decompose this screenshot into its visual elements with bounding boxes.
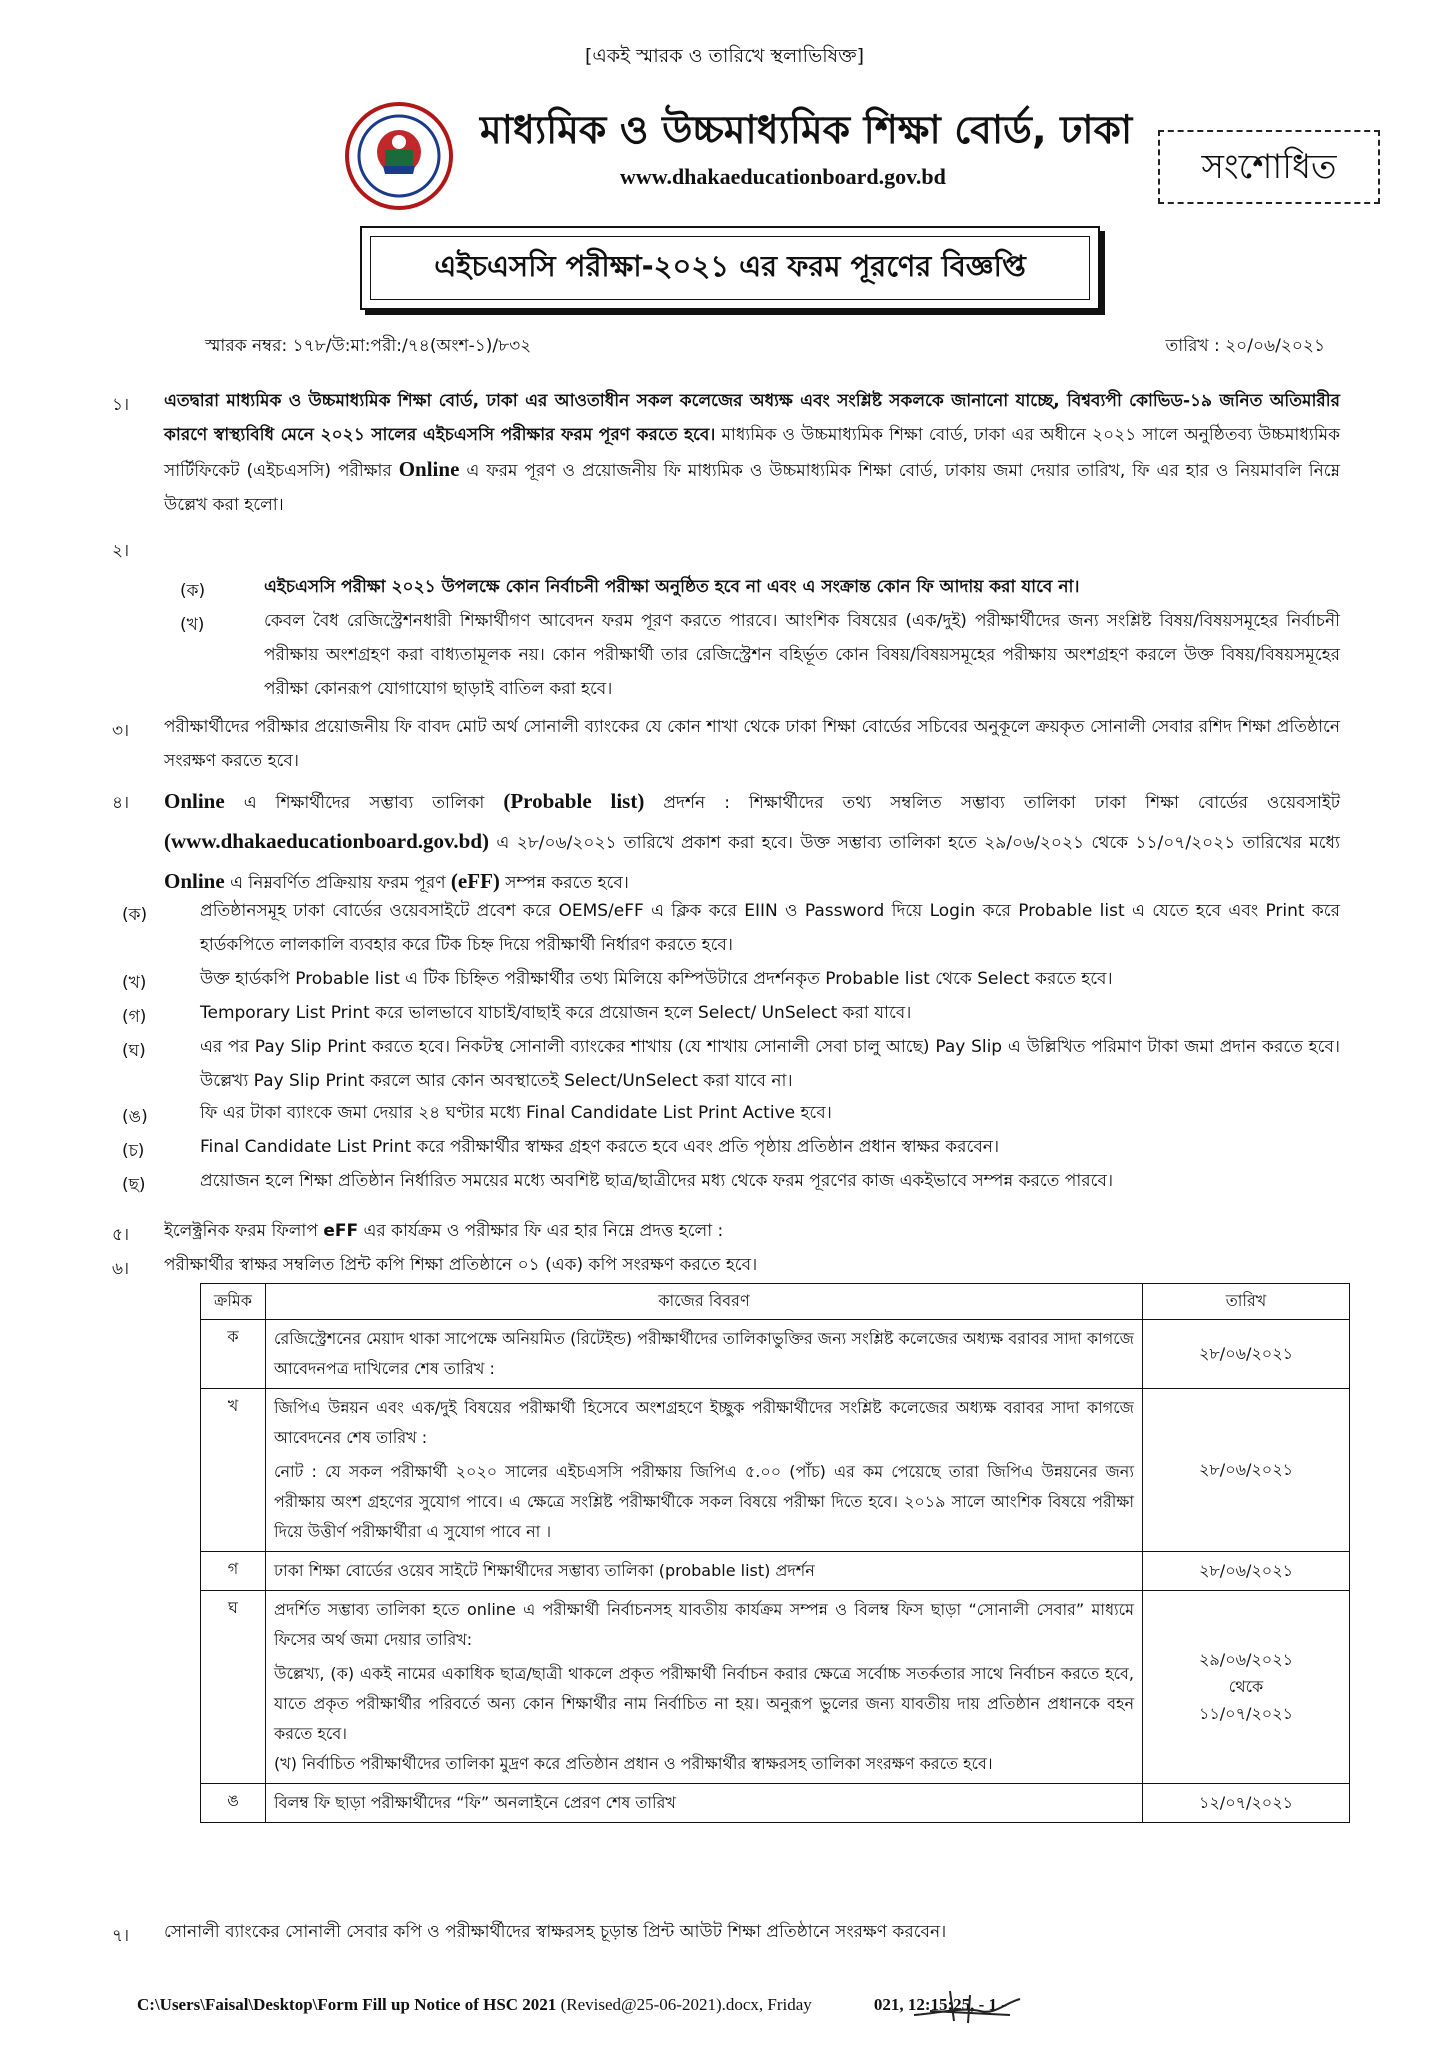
schedule-table [200, 1283, 1350, 1823]
row-date [1143, 1389, 1350, 1552]
row-description [266, 1552, 1143, 1591]
row-date [1143, 1320, 1350, 1389]
section-7-number: ৭। [112, 1926, 130, 1946]
s4-online-2: Online [164, 869, 225, 893]
table-row [201, 1389, 1350, 1552]
section-7-text: সোনালী ব্যাংকের সোনালী সেবার কপি ও পরীক্ষার্থীদের স্বাক্ষরসহ চূড়ান্ত প্রিন্ট আউট শিক্ষা প্রতিষ্ঠানে সংরক্ষণ করবেন। [164, 1922, 947, 1942]
row-description-text: বিলম্ব ফি ছাড়া পরীক্ষার্থীদের “ফি” অনলাইনে প্রেরণ শেষ তারিখ [274, 1793, 676, 1812]
row-description [266, 1320, 1143, 1389]
s4-online-1: Online [164, 789, 225, 813]
row-note: নোট : যে সকল পরীক্ষার্থী ২০২০ সালের এইচএসসি পরীক্ষায় জিপিএ ৫.০০ (পাঁচ) এর কম পেয়েছে তারা জিপিএ উন্নয়নের জন্য পরীক্ষায় অংশ গ্রহণের সুযোগ পাবে। এ ক্ষেত্রে সংশ্লিষ্ট পরীক্ষার্থীকে সকল বিষয়ে পরীক্ষা দিতে হবে। ২০১৯ সালে আংশিক বিষয়ে পরীক্ষা দিয়ে উত্তীর্ণ পরীক্ষার্থীরা এ সুযোগ পাবে না । [274, 1462, 1134, 1541]
col-desc-header: কাজের বিবরণ [266, 1284, 1143, 1320]
row-serial: ঘ [201, 1591, 266, 1784]
table-row [201, 1320, 1350, 1389]
s5-a: ইলেক্ট্রনিক ফরম ফিলাপ [164, 1221, 324, 1241]
row-date-text: ২৮/০৬/২০২১ [1199, 1459, 1293, 1479]
notice-date: তারিখ : ২০/০৬/২০২১ [1165, 336, 1325, 356]
row-serial: ঙ [201, 1784, 266, 1823]
section-4-step-label: (ঘ) [122, 1041, 146, 1061]
section-5-text [164, 1214, 1340, 1248]
memo-number: স্মারক নম্বর: ১৭৮/উ:মা:পরী:/৭৪(অংশ-১)/৮৩২ [205, 336, 532, 356]
footer-path: C:\Users\Faisal\Desktop\Form Fill up Notice of HSC 2021 [137, 1995, 557, 2014]
signature-mark [910, 1985, 1040, 2025]
row-description [266, 1389, 1143, 1552]
table-row [201, 1552, 1350, 1591]
section-3-number: ৩। [112, 721, 130, 741]
board-seal-logo [343, 100, 455, 212]
s5-eff: eFF [323, 1221, 359, 1241]
table-row [201, 1591, 1350, 1784]
row-date-text: ১২/০৭/২০২১ [1199, 1792, 1293, 1812]
section-4-step-text: এর পর Pay Slip Print করতে হবে। নিকটস্থ সোনালী ব্যাংকের শাখায় (যে শাখায় সোনালী সেবা চালু আছে) Pay Slip এ উল্লিখিত পরিমাণ টাকা জমা প্রদান করতে হবে। উল্লেখ্য Pay Slip Print করলে আর কোন অবস্থাতেই Select/UnSelect করা যাবে না। [200, 1037, 1340, 1091]
row-date-text: ২৮/০৬/২০২১ [1199, 1343, 1293, 1363]
revised-stamp: সংশোধিত [1158, 130, 1380, 204]
row-description-text: জিপিএ উন্নয়ন এবং এক/দুই বিষয়ের পরীক্ষার্থী হিসেবে অংশগ্রহণে ইচ্ছুক পরীক্ষার্থীদের সংশ্লিষ্ট কলেজের অধ্যক্ষ বরাবর সাদা কাগজে আবেদনের শেষ তারিখ : [274, 1398, 1134, 1447]
section-1-text-b: এ ফরম পূরণ ও প্রয়োজনীয় ফি মাধ্যমিক ও উচ্চমাধ্যমিক শিক্ষা বোর্ড, ঢাকায় জমা দেয়ার তারিখ, ফি এর হার ও নিয়মাবলি নিম্নে উল্লেখ করা হলো। [164, 461, 1340, 515]
row-description-text: ঢাকা শিক্ষা বোর্ডের ওয়েব সাইটে শিক্ষার্থীদের সম্ভাব্য তালিকা (probable list) প্রদর্শন [274, 1561, 815, 1580]
section-2-item-a-text [264, 570, 1340, 604]
section-4-step-label: (ক) [122, 905, 148, 925]
section-4-step-text: প্রয়োজন হলে শিক্ষা প্রতিষ্ঠান নির্ধারিত সময়ের মধ্যে অবশিষ্ট ছাত্র/ছাত্রীদের মধ্য থেকে ফরম পূরণের কাজ একইভাবে সম্পন্ন করতে পারবে। [200, 1171, 1114, 1191]
section-6-text: পরীক্ষার্থীর স্বাক্ষর সম্বলিত প্রিন্ট কপি শিক্ষা প্রতিষ্ঠানে ০১ (এক) কপি সংরক্ষণ করতে হবে। [164, 1255, 758, 1275]
section-1-text-a: মাধ্যমিক ও উচ্চমাধ্যমিক শিক্ষা বোর্ড, ঢাকা এর অধীনে ২০২১ সালে অনুষ্ঠিতব্য উচ্চমাধ্যমিক সার্টিফিকেট (এইচএসসি) পরীক্ষার [164, 425, 1340, 481]
row-description [266, 1591, 1143, 1784]
s4-t2: এ শিক্ষার্থীদের সম্ভাব্য তালিকা [224, 793, 504, 813]
section-1-online: Online [398, 457, 460, 481]
section-4-step-text: প্রতিষ্ঠানসমূহ ঢাকা বোর্ডের ওয়েবসাইটে প্রবেশ করে OEMS/eFF এ ক্লিক করে EIIN ও Password দিয়ে Login করে Probable list এ যেতে হবে এবং Print করে হার্ডকপিতে লালকালি ব্যবহার করে টিক চিহ্ন দিয়ে পরীক্ষার্থী নির্ধারণ করতে হবে। [200, 901, 1340, 955]
section-3-text: পরীক্ষার্থীদের পরীক্ষার প্রয়োজনীয় ফি বাবদ মোট অর্থ সোনালী ব্যাংকের যে কোন শাখা থেকে ঢাকা শিক্ষা বোর্ডের সচিবের অনুকূলে ক্রয়কৃত সোনালী সেবার রশিদ শিক্ষা প্রতিষ্ঠানে সংরক্ষণ করতে হবে। [164, 717, 1340, 771]
row-date-text: ২৯/০৬/২০২১ [1199, 1649, 1293, 1669]
file-path-footer [137, 1995, 1007, 2015]
row-serial: গ [201, 1552, 266, 1591]
section-4-step-label: (গ) [122, 1007, 147, 1027]
notice-title: এইচএসসি পরীক্ষা-২০২১ এর ফরম পূরণের বিজ্ঞপ্তি [370, 236, 1090, 300]
section-2-number: ২। [112, 541, 130, 561]
section-2-item-b-text: কেবল বৈধ রেজিস্ট্রেশনধারী শিক্ষার্থীগণ আবেদন ফরম পূরণ করতে পারবে। আংশিক বিষয়ের (এক/দুই) পরীক্ষার্থীদের জন্য সংশ্লিষ্ট বিষয়/বিষয়সমূহের নির্বাচনী পরীক্ষায় অংশগ্রহণ করা বাধ্যতামূলক নয়। কোন পরীক্ষার্থী তার রেজিস্ট্রেশন বহির্ভূত কোন বিষয়/বিষয়সমূহের পরীক্ষায় অংশগ্রহণ করলে উক্ত বিষয়/বিষয়সমূহের পরীক্ষা কোনরূপ যোগাযোগ ছাড়াই বাতিল করা হবে। [264, 611, 1340, 699]
table-row [201, 1784, 1350, 1823]
row-date [1143, 1784, 1350, 1823]
row-description [266, 1784, 1143, 1823]
section-4-step-text: Temporary List Print করে ভালভাবে যাচাই/বাছাই করে প্রয়োজন হলে Select/ UnSelect করা যাবে। [200, 1003, 912, 1023]
section-4-step-label: (খ) [122, 973, 147, 993]
section-4-step-label: (চ) [122, 1141, 145, 1161]
section-1-number: ১। [112, 395, 130, 415]
top-note: [একই স্মারক ও তারিখে স্থলাভিষিক্ত] [584, 45, 865, 67]
row-description-text: প্রদর্শিত সম্ভাব্য তালিকা হতে online এ পরীক্ষার্থী নির্বাচনসহ যাবতীয় কার্যক্রম সম্পন্ন ও বিলম্ব ফিস ছাড়া “সোনালী সেবার” মাধ্যমে ফিসের অর্থ জমা দেয়ার তারিখ: [274, 1600, 1134, 1649]
row-date [1143, 1552, 1350, 1591]
board-name: মাধ্যমিক ও উচ্চমাধ্যমিক শিক্ষা বোর্ড, ঢাকা [480, 108, 1133, 153]
row-date [1143, 1591, 1350, 1784]
board-website: www.dhakaeducationboard.gov.bd [620, 164, 946, 189]
table-header-row [201, 1284, 1350, 1320]
footer-suffix: (Revised@25-06-2021).docx, Friday [556, 1995, 812, 2014]
section-4-text [164, 782, 1340, 902]
row-date-mid: থেকে [1228, 1676, 1264, 1696]
section-4-step-text: ফি এর টাকা ব্যাংকে জমা দেয়ার ২৪ ঘণ্টার মধ্যে Final Candidate List Print Active হবে। [200, 1103, 832, 1123]
row-note: উল্লেখ্য, (ক) একই নামের একাধিক ছাত্র/ছাত্রী থাকলে প্রকৃত পরীক্ষার্থী নির্বাচন করার ক্ষেত্রে সর্বোচ্চ সতর্কতার সাথে নির্বাচন করতে হবে, যাতে প্রকৃত পরীক্ষার্থীর পরিবর্তে অন্য কোন শিক্ষার্থীর নাম নির্বাচিত না হয়। অনুরূপ ভুলের জন্য যাবতীয় দায় প্রতিষ্ঠান প্রধানকে বহন করতে হবে। [274, 1664, 1134, 1743]
row-serial: খ [201, 1389, 266, 1552]
section-1-bold: এতদ্বারা মাধ্যমিক ও উচ্চমাধ্যমিক শিক্ষা বোর্ড, ঢাকা এর আওতাধীন সকল কলেজের অধ্যক্ষ এবং সংশ্লিষ্ট সকলকে জানানো যাচ্ছে, বিশ্বব্যপী কোভিড-১৯ জনিত অতিমারীর কারণে স্বাস্থ্যবিধি মেনে ২০২১ সালের এইচএসসি পরীক্ষার ফরম পূরণ করতে হবে। [164, 391, 1340, 445]
s4-eff: (eFF) [450, 869, 500, 893]
s5-b: এর কার্যক্রম ও পরীক্ষার ফি এর হার নিম্নে প্রদত্ত হলো : [358, 1221, 724, 1241]
section-4-step-label: (ছ) [122, 1175, 146, 1195]
s4-probable: (Probable list) [503, 789, 645, 813]
section-4-step-text: উক্ত হার্ডকপি Probable list এ টিক চিহ্নিত পরীক্ষার্থীর তথ্য মিলিয়ে কম্পিউটারে প্রদর্শনকৃত Probable list থেকে Select করতে হবে। [200, 969, 1113, 989]
section-1-text [164, 384, 1340, 522]
row-date-end: ১১/০৭/২০২১ [1199, 1703, 1293, 1723]
footer-timestamp: 021, 12:15:25, - 1 - [873, 1995, 1007, 2014]
section-4-step-text: Final Candidate List Print করে পরীক্ষার্থীর স্বাক্ষর গ্রহণ করতে হবে এবং প্রতি পৃষ্ঠায় প্রতিষ্ঠান প্রধান স্বাক্ষর করবেন। [200, 1137, 1000, 1157]
section-2-item-b-label: (খ) [180, 615, 205, 635]
col-serial-header: ক্রমিক [201, 1284, 266, 1320]
row-description-text: রেজিস্ট্রেশনের মেয়াদ থাকা সাপেক্ষে অনিয়মিত (রিটেইন্ড) পরীক্ষার্থীদের তালিকাভুক্তির জন্য সংশ্লিষ্ট কলেজের অধ্যক্ষ বরাবর সাদা কাগজে আবেদনপত্র দাখিলের শেষ তারিখ : [274, 1329, 1134, 1378]
row-serial: ক [201, 1320, 266, 1389]
notice-title-box [360, 226, 1100, 310]
section-4-step-label: (ঙ) [122, 1107, 148, 1127]
s4-t10: সম্পন্ন করতে হবে। [499, 873, 629, 893]
col-date-header: তারিখ [1143, 1284, 1350, 1320]
section-4-number: ৪। [112, 793, 130, 813]
row-note-2: (খ) নির্বাচিত পরীক্ষার্থীদের তালিকা মুদ্রণ করে প্রতিষ্ঠান প্রধান ও পরীক্ষার্থীর স্বাক্ষরসহ তালিকা সংরক্ষণ করতে হবে। [274, 1754, 993, 1773]
row-date-text: ২৮/০৬/২০২১ [1199, 1560, 1293, 1580]
s4-t8: এ নিম্নবর্ণিত প্রক্রিয়ায় ফরম পূরণ [224, 873, 451, 893]
section-2-item-a-bold: এইচএসসি পরীক্ষা ২০২১ উপলক্ষে কোন নির্বাচনী পরীক্ষা অনুষ্ঠিত হবে না এবং এ সংক্রান্ত কোন ফি আদায় করা যাবে না। [264, 577, 1080, 597]
s4-t4: প্রদর্শন : শিক্ষার্থীদের তথ্য সম্বলিত সম্ভাব্য তালিকা ঢাকা শিক্ষা বোর্ডের ওয়েবসাইট [644, 793, 1340, 813]
s4-website: (www.dhakaeducationboard.gov.bd) [164, 829, 489, 853]
section-6-number: ৬। [112, 1259, 130, 1279]
section-2-item-a-label: (ক) [180, 581, 206, 601]
section-5-number: ৫। [112, 1225, 130, 1245]
s4-t6: এ ২৮/০৬/২০২১ তারিখে প্রকাশ করা হবে। উক্ত সম্ভাব্য তালিকা হতে ২৯/০৬/২০২১ থেকে ১১/০৭/২০২১ তারিখের মধ্যে [489, 833, 1340, 853]
